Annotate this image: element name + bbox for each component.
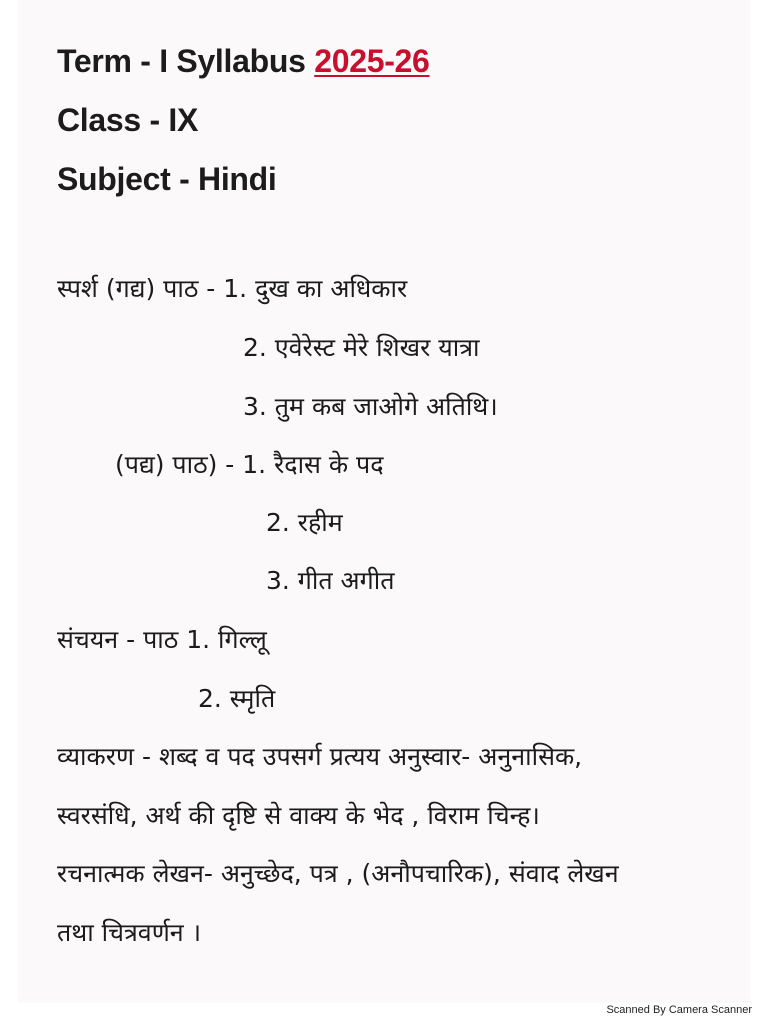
rachnatmak-line-2: तथा चित्रवर्णन । (57, 918, 202, 947)
term-prefix: Term - I Syllabus (57, 43, 315, 79)
padya-line (115, 450, 384, 480)
term-heading (57, 43, 430, 80)
sanchayan-item: 2. स्मृति (198, 684, 276, 713)
sparsh-gadya-item: 1. दुख का अधिकार (223, 274, 408, 303)
sanchayan-label: संचयन - पाठ (57, 625, 187, 654)
class-heading: Class - IX (57, 102, 199, 138)
vyakaran-line-2: स्वरसंधि, अर्थ की दृष्टि से वाक्य के भेद , विराम चिन्ह। (57, 801, 540, 830)
sanchayan-line (57, 625, 267, 655)
padya-label: (पद्य) पाठ) - (115, 450, 243, 479)
sparsh-gadya-line (57, 274, 407, 304)
syllabus-year: 2025-26 (314, 43, 430, 79)
sparsh-gadya-item: 3. तुम कब जाओगे अतिथि। (243, 392, 498, 421)
subject-heading: Subject - Hindi (57, 161, 277, 197)
document-page (18, 0, 750, 1003)
sparsh-gadya-label: स्पर्श (गद्य) पाठ - (57, 274, 224, 303)
padya-item: 2. रहीम (266, 508, 343, 537)
sanchayan-item: 1. गिल्लू (186, 625, 267, 654)
vyakaran-line-1: व्याकरण - शब्द व पद उपसर्ग प्रत्यय अनुस्वार- अनुनासिक, (57, 742, 583, 771)
padya-item: 3. गीत अगीत (266, 566, 395, 595)
padya-item: 1. रैदास के पद (242, 450, 384, 479)
sparsh-gadya-item: 2. एवेरेस्ट मेरे शिखर यात्रा (243, 333, 480, 362)
rachnatmak-line-1: रचनात्मक लेखन- अनुच्छेद, पत्र , (अनौपचारिक), संवाद लेखन (57, 859, 619, 888)
scanner-watermark: Scanned By Camera Scanner (606, 1004, 752, 1016)
